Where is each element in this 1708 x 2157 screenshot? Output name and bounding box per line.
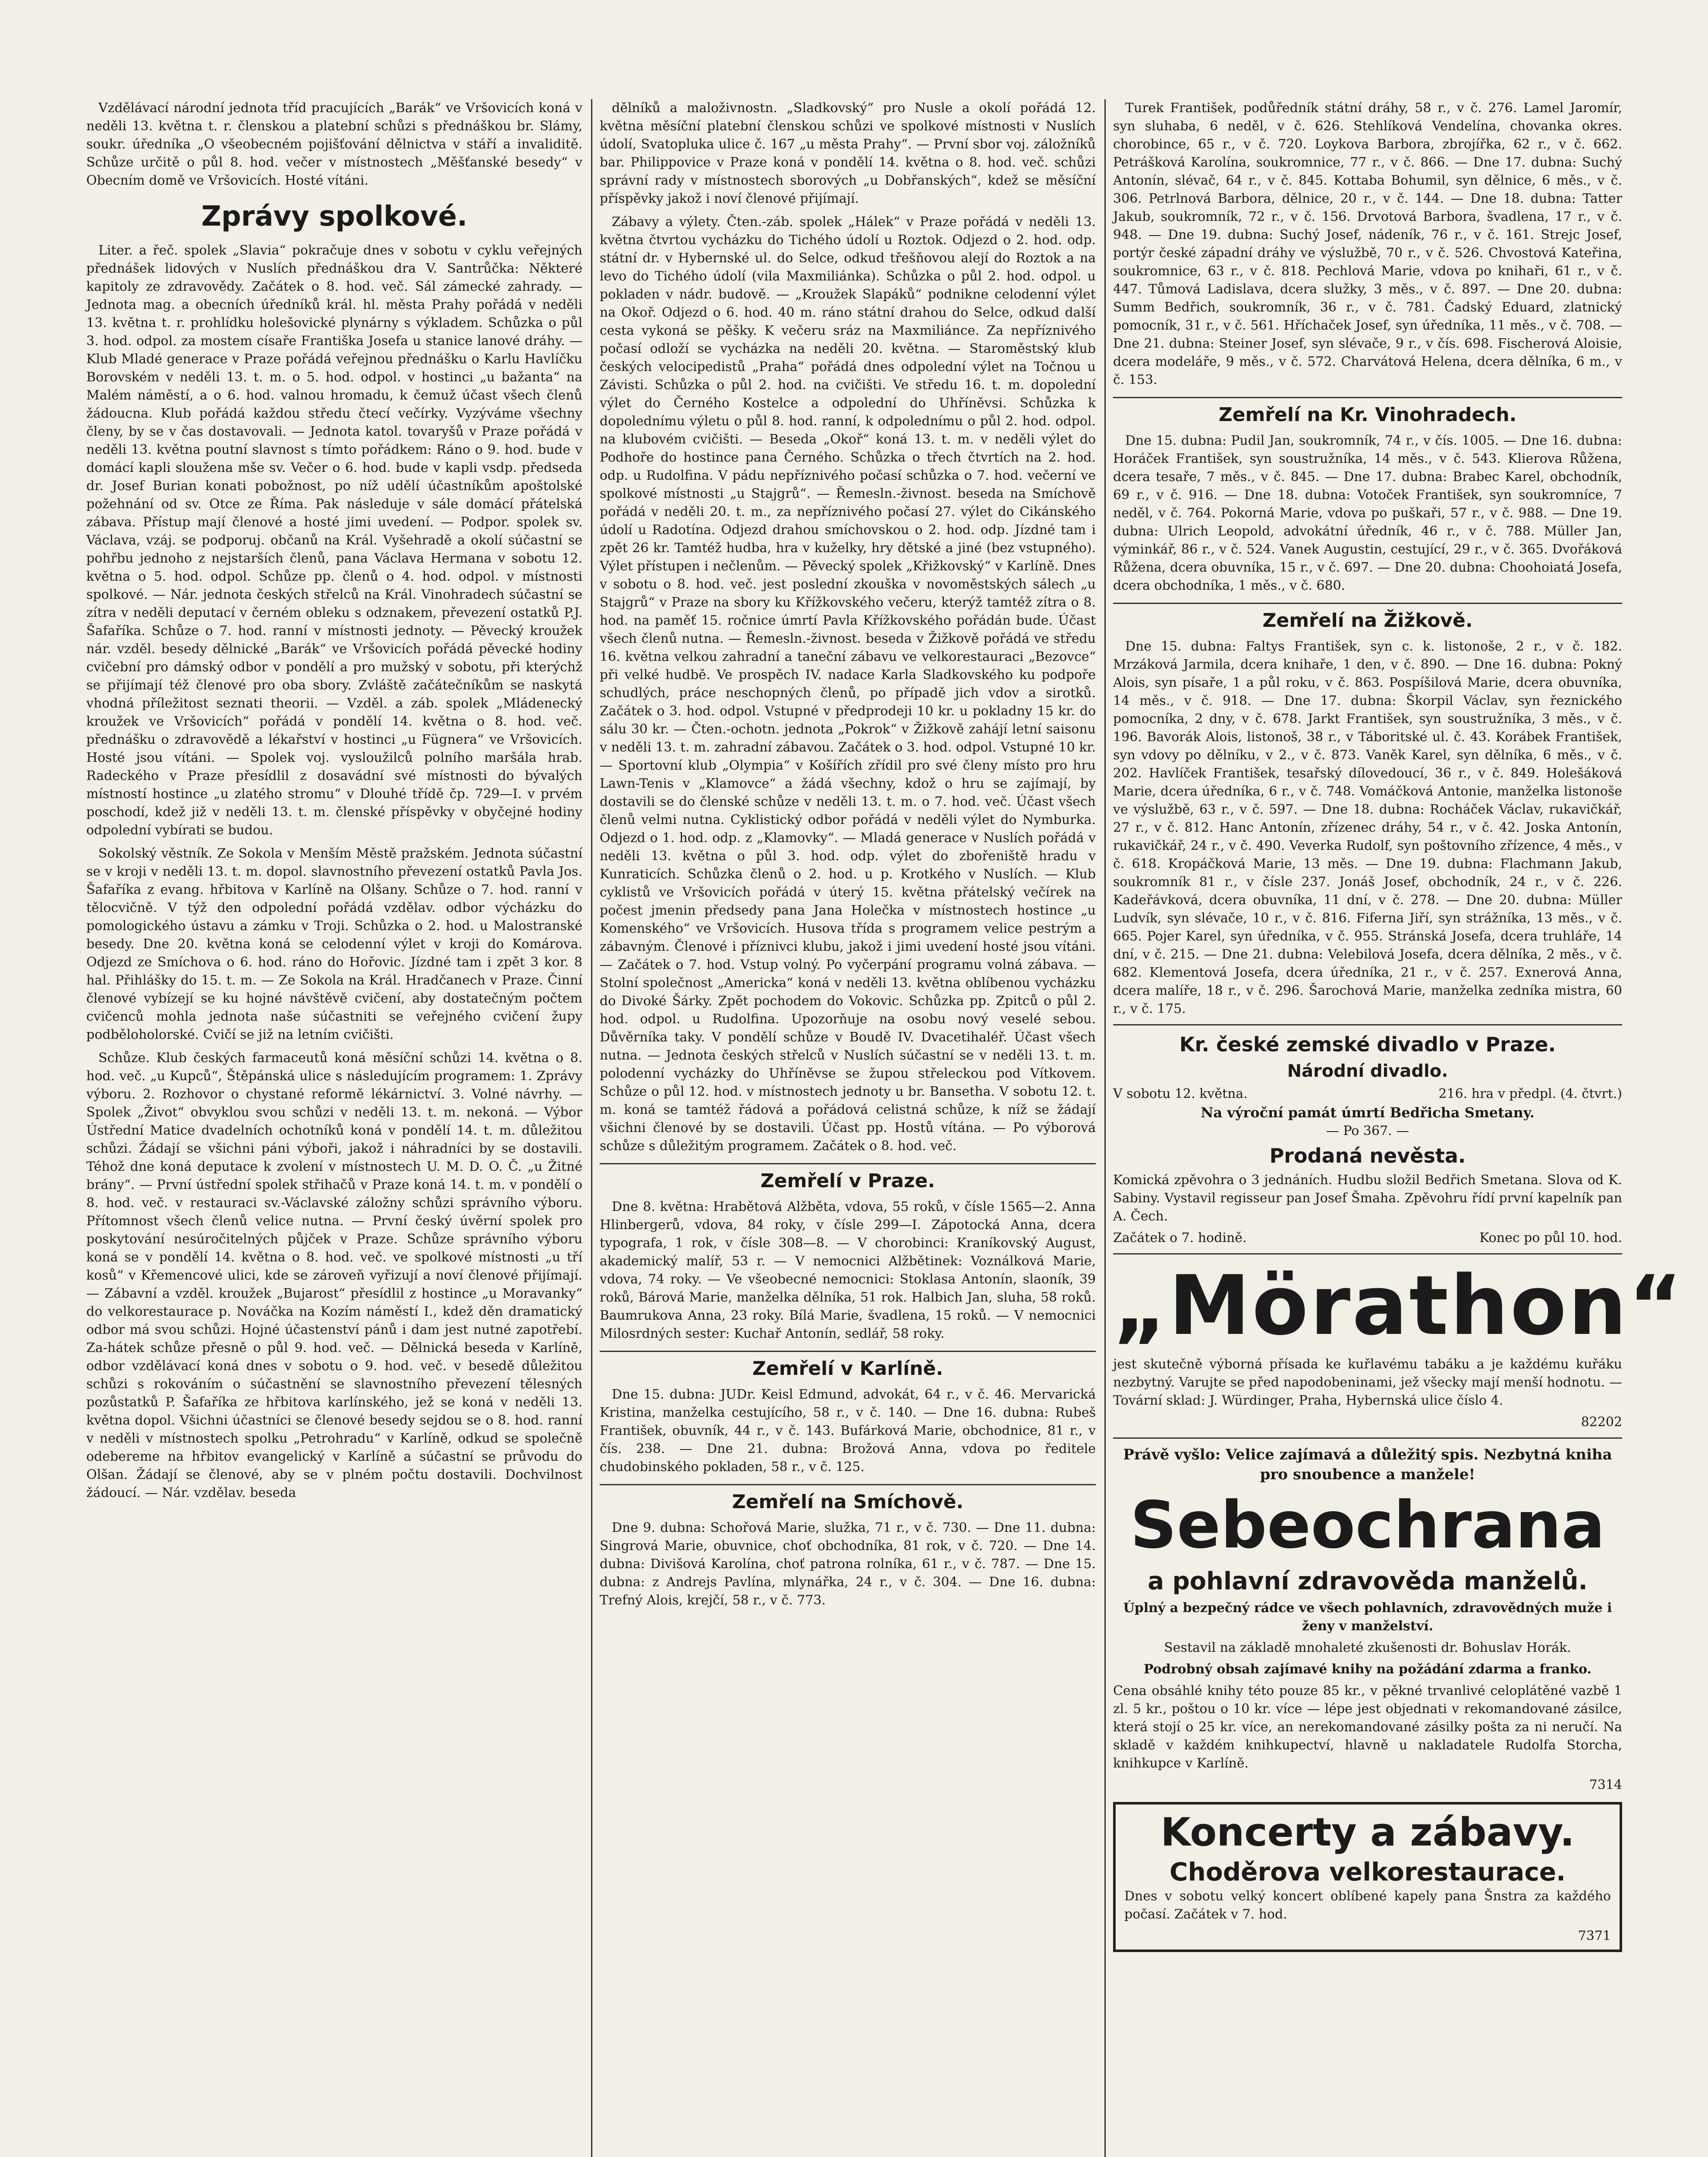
deaths-karlin-title: Zemřelí v Karlíně. xyxy=(600,1351,1096,1381)
column-rule xyxy=(1104,99,1106,2157)
book-desc-3: Podrobný obsah zajímavé knihy na požádání zdarma a franko. xyxy=(1143,1662,1592,1677)
deaths-prague: Dne 8. května: Hrabětová Alžběta, vdova, 55 roků, v čísle 1565—2. Anna Hlinbergerů, vdova, 84 roky, v čísle 299—I. Zápotocká Anna, dcera typografa, 1 rok, v čísle 308—8. — V chorobinci: Kraníkovský August, akademický malíř, 53 r. — V nemocnici Alžbětinek: Voználková Marie, vdova, 74 roky. — Ve všeobecné nemocnici: Stoklasa Antonín, slaoník, 39 roků, Bárová Marie, manželka dělníka, 51 rok. Halbich Jan, sluha, 58 roků. Baumrukova Anna, 23 roky. Bílá Marie, švadlena, 15 roků. — V nemocnici Milosrdných sester: Kuchař Antonín, sedlář, 58 roky. xyxy=(600,1199,1096,1341)
article-paragraph: Liter. a řeč. spolek „Slavia“ pokračuje dnes v sobotu v cyklu veřejných přednášek lidových v Nuslích přednáškou dra V. Santrůčka: Některé kapitoly ze zdravovědy. Začátek o 8. hod. več. Sál zámecké zahrady. — Jednota mag. a obecních úředníků král. hl. města Prahy pořádá v neděli 13. května t. r. prohlídku holešovické plynárny s výkladem. Schůzka o půl 3. hod. odpol. za mostem císaře Františka Josefa u stanice lanové dráhy. — Klub Mladé generace v Praze pořádá veřejnou přednášku o Karlu Havlíčku Borovském v neděli 13. t. m. o 5. hod. odpol. v hostinci „u bažanta“ na Malém náměstí, a o 6. hod. valnou hromadu, k čemuž účast všech členů žádoucna. Klub pořádá každou středu čtecí večírky. Vyzýváme všechny členy, by se v čas dostavovali. — Jednota katol. tovaryšů v Praze pořádá v neděli 13. května poutní slavnost s tímto pořádkem: Ráno o 9. hod. bude v domácí kapli sloužena mše sv. Večer o 6. hod. bude v kapli vsdp. předseda dr. Josef Burian konati pobožnost, po níž udělí účastníkům apoštolské požehnání od sv. Otce ze Říma. Pak následuje v sále domácí přátelská zábava. Přístup mají členové a hosté jimi uvedení. — Podpor. spolek sv. Václava, vzáj. se podporuj. občanů na Král. Vyšehradě a okolí súčastní se pohřbu jednoho z nejstarších členů, pana Václava Hermana v sobotu 12. května o 5. hod. odpol. Schůze pp. členů o 4. hod. odpol. v místnosti spolkové. — Nár. jednota českých střelců na Král. Vinohradech súčastní se zítra v neděli deputací v černém obleku s odznakem, převezení ostatků P.J. Šafaříka. Schůze o 7. hod. ranní v místnosti jednoty. — Pěvecký kroužek nár. vzděl. besedy dělnické „Barák“ ve Vršovicích pořádá pěvecké hodiny cvičební pro dámský odbor v pondělí a pro mužský v sobotu, při kterýchž se přijímají též členové pro oba sbory. Zvláště začátečníkům se naskytá vhodná příležitost seznati theorii. — Vzděl. a záb. spolek „Mládenecký kroužek ve Vršovicích“ pořádá v pondělí 14. května o 8. hod. več. přednášku o zdravovědě a lékařství v hostinci „u Fügnera“ ve Vršovicích. Hosté jsou vítáni. — Spolek voj. vysloužilců polního maršála hrab. Radeckého v Praze přesídlil z dosavádní své místnosti do bývalých místností hostince „u zlatého stromu“ v Dlouhé třídě čp. 729—I. v prvém poschodí, kdež již v neděli 13. t. m. členské příspěvky v obyčejné hodiny odpolední vybírati se budou. xyxy=(86,243,582,838)
deaths-prague-title: Zemřelí v Praze. xyxy=(600,1163,1096,1194)
section-title: Zprávy spolkové. xyxy=(201,201,468,233)
column-2 xyxy=(600,99,1096,2157)
theatre-notice xyxy=(1113,1031,1622,1247)
theatre-date: V sobotu 12. května. xyxy=(1113,1086,1248,1101)
book-desc-1: Úplný a bezpečný rádce ve všech pohlavních, zdravovědných muže i ženy v manželství. xyxy=(1123,1600,1612,1634)
concert-title: Koncerty a zábavy. xyxy=(1161,1810,1575,1855)
book-desc-4: Cena obsáhlé knihy této pouze 85 kr., v pěkné trvanlivé celoplátěné vazbě 1 zl. 5 kr., poštou o 10 kr. více — lépe jest objednati v rekomandované zásilce, která stojí o 25 kr. více, an nerekomandované zásilky pošta za ni neručí. Na skladě v každém knihkupectví, hlavně u nakladatele Rudolfa Storcha, knihkupce v Karlíně. xyxy=(1113,1683,1622,1771)
marathon-ad xyxy=(1113,1258,1684,1431)
article-paragraph: dělníků a maloživnostn. „Sladkovský“ pro Nusle a okolí pořádá 12. května měsíční platební členskou schůzi ve spolkové místnosti v Nuslích údolí, Svatopluka ulice č. 167 „u města Prahy“. — První sbor voj. záložníků bar. Philippovice v Praze koná v pondělí 14. května o 8. hod. več. schůzi správní rady v místnostech sborových „u Dobřanských“, kdež se měsíční příspěvky jakož i noví členové přijímají. xyxy=(600,101,1096,206)
deaths-karlin: Dne 15. dubna: JUDr. Keisl Edmund, advokát, 64 r., v č. 46. Mervarická Kristina, manželka cestujícího, 58 r., v č. 140. — Dne 16. dubna: Rubeš František, obuvník, 44 r., v č. 143. Bufárková Marie, obchodnice, 81 r., v čís. 238. — Dne 21. dubna: Brožová Anna, vdova po ředitele chudobinského pokladen, 58 r., v č. 125. xyxy=(600,1387,1096,1475)
marathon-code: 82202 xyxy=(1581,1415,1622,1430)
theatre-title: Kr. české zemské divadlo v Praze. xyxy=(1179,1033,1556,1056)
book-ad xyxy=(1113,1445,1622,1794)
deaths-vinohrady: Dne 15. dubna: Pudil Jan, soukromník, 74 r., v čís. 1005. — Dne 16. dubna: Horáček František, syn soustružníka, 14 měs., v č. 543. Klierova Růžena, dcera tesaře, 7 měs., v č. 845. — Dne 17. dubna: Brabec Karel, obchodník, 69 r., v č. 916. — Dne 18. dubna: Votoček František, syn soukromníce, 7 neděl, v č. 764. Pokorná Marie, vdova po puškaři, 57 r., v č. 988. — Dne 19. dubna: Ulrich Leopold, advokátní úředník, 46 r., v č. 788. Müller Jan, výminkář, 86 r., v č. 524. Vanek Augustin, cestující, 29 r., v č. 365. Dvořáková Růžena, dcera obuvníka, 15 r., v č. 697. — Dne 20. dubna: Choohoiatá Josefa, dcera obchodníka, 1 měs., v č. 680. xyxy=(1113,433,1622,593)
column-rule xyxy=(591,99,592,2157)
opera-description: Komická zpěvohra o 3 jednáních. Hudbu složil Bedřich Smetana. Slova od K. Sabiny. Vystavil regisseur pan Josef Šmaha. Zpěvohru řídí první kapelník pan A. Čech. xyxy=(1113,1173,1622,1224)
book-code: 7314 xyxy=(1589,1777,1622,1792)
book-tagline: Právě vyšlo: Velice zajímavá a důležitý spis. Nezbytná kniha pro snoubence a manžele! xyxy=(1123,1446,1612,1483)
marathon-text: jest skutečně výborná přísada ke kuřlavému tabáku a je každému kuřáku nezbytný. Varujte se před napodobeninami, jež všecky mají menší hodnotu. — Tovární sklad: J. Würdinger, Praha, Hybernská ulice číslo 4. xyxy=(1113,1357,1622,1408)
theatre-date-row xyxy=(1113,1085,1622,1103)
theatre-memorial: Na výroční památ úmrtí Bedřicha Smetany. xyxy=(1201,1104,1535,1121)
opera-title: Prodaná nevěsta. xyxy=(1269,1144,1466,1167)
deaths-vinohrady-title: Zemřelí na Kr. Vinohradech. xyxy=(1113,397,1622,428)
theatre-subtitle: Národní divadlo. xyxy=(1287,1061,1448,1081)
theatre-performance: 216. hra v předpl. (4. čtvrt.) xyxy=(1438,1086,1622,1101)
book-desc-2: Sestavil na základě mnohaleté zkušenosti dr. Bohuslav Horák. xyxy=(1164,1640,1571,1655)
concert-code: 7371 xyxy=(1578,1928,1611,1943)
article-paragraph: Sokolský věstník. Ze Sokola v Menším Městě pražském. Jednota súčastní se v kroji v neděli 13. t. m. dopol. slavnostního převezení ostatků Pavla Jos. Šafaříka z evang. hřbitova v Karlíně na Olšany. Schůze o 7. hod. ranní v tělocvičně. V týž den odpolední pořádá vzdělav. odbor výcházku do pomologického ústavu a zámku v Troji. Schůzka o 2. hod. u Malostranské besedy. Dne 20. května koná se celodenní výlet v kroji do Komárova. Odjezd ze Smíchova o 6. hod. ráno do Hořovic. Jízdné tam i zpět 3 kor. 8 hal. Přihlášky do 15. t. m. — Ze Sokola na Král. Hradčanech v Praze. Činní členové vybízejí se ku hojné návštěvě cvičení, aby dostatečným počtem cvičenců mohla jednota naše súčastniti se veřejného cvičení župy podběloholorské. Cvičí se již na letním cvičišti. xyxy=(86,846,582,1042)
opera-start: Začátek o 7. hodině. xyxy=(1113,1230,1247,1245)
marathon-brand: „Mörathon“ xyxy=(1113,1258,1684,1353)
deaths-zizkov: Dne 15. dubna: Faltys František, syn c. k. listonoše, 2 r., v č. 182. Mrzáková Jarmila, dcera knihaře, 1 den, v č. 890. — Dne 16. dubna: Pokný Alois, syn písaře, 1 a půl roku, v č. 863. Pospíšilová Marie, dcera obuvníka, 14 měs., v č. 918. — Dne 17. dubna: Škorpil Václav, syn řeznického pomocníka, 2 dny, v č. 678. Jarkt František, syn soustružníka, 3 měs., v č. 196. Bavorák Alois, listonoš, 38 r., v Táboritské ul. č. 43. Korábek František, syn vdovy po dělníku, v 2., v č. 873. Vaněk Karel, syn dělníka, 6 měs., v č. 202. Havlíček František, tesařský dílovedoucí, 36 r., v č. 849. Holešáková Marie, dcera úředníka, 6 r., v č. 748. Vomáčková Antonie, manželka listonoše ve výslužbě, 63 r., v č. 597. — Dne 18. dubna: Rocháček Václav, rukavičkář, 27 r., v č. 812. Hanc Antonín, zřízenec dráhy, 54 r., v č. 42. Joska Antonín, rukavičkář, 24 r., v č. 490. Veverka Rudolf, syn poštovního zřízence, 4 měs., v č. 618. Kropáčková Marie, 13 měs. — Dne 19. dubna: Flachmann Jakub, soukromník 81 r., v čísle 237. Jonáš Josef, obchodník, 24 r., v č. 226. Kadeřávková, dcera obuvníka, 11 dní, v č. 278. — Dne 20. dubna: Müller Ludvík, syn slévače, 10 r., v č. 816. Fiferna Jiří, syn strážníka, 13 měs., v č. 665. Pojer Karel, syn úředníka, v č. 955. Stránská Josefa, dcera truhláře, 14 dní, v č. 215. — Dne 21. dubna: Velebilová Josefa, dcera dělníka, 2 měs., v č. 682. Klementová Josefa, dcera úředníka, 21 r., v č. 257. Exnerová Anna, dcera malíře, 18 r., v č. 296. Šarochová Marie, manželka zedníka mistra, 60 r., v č. 175. xyxy=(1113,639,1622,1016)
concert-description: Dnes v sobotu velký koncert oblíbené kapely pana Šnstra za každého počasí. Začátek v 7. hod. xyxy=(1124,1889,1611,1922)
article-paragraph: Schůze. Klub českých farmaceutů koná měsíční schůzi 14. května o 8. hod. več. „u Kupců“, Štěpánská ulice s následujícím programem: 1. Zprávy výboru. 2. Rozhovor o chystané reformě lékárnictví. 3. Volné návrhy. — Spolek „Život“ obvyklou svou schůzi v neděli 13. t. m. nekoná. — Výbor Ústřední Matice dvadelních ochotníků koná v pondělí 14. t. m. důležitou schůzi. Žádají se všichni páni výboři, jakož i náhradníci by se dostavili. Téhož dne koná deputace k zvolení v místnostech U. M. D. O. Č. „u Žitné brány“. — První ústřední spolek střihačů v Praze koná 14. t. m. v pondělí o 8. hod. več. v restauraci sv.-Václavské záložny schůzi správního výboru. Přítomnost všech členů velice nutna. — První český úvěrní spolek pro poskytování nesúročitelných půjček v Praze. Schůze správního výboru koná se v pondělí 14. května o 8. hod. več. ve spolkové místnosti „u tří kosů“ v Křemencové ulici, kde se zároveň vyřizují a noví členové přijímají. — Zábavní a vzděl. kroužek „Bujarost“ přesídlil z hostince „u Moravanky“ do velkorestaurace p. Nováčka na Kozím náměstí I., kdež děn dramatický odbor má svou schůzi. Hojné účastenství pánů i dam jest nutné zapotřebí. Za-hátek schůze přesně o půl 9. hod. več. — Dělnická beseda v Karlíně, odbor vzdělávací koná dnes v sobotu o 9. hod. več. v besedě důležitou schůzi s rokováním o súčastnění se slavnostního převezení tělesných pozůstatků P. Šafaříka ze hřbitova karlínského, jež se koná v neděli 13. května dopol. Všichni účastníci se členové besedy sejdou se o 8. hod. ranní v neděli v místnostech spolku „Petrohradu“ v Karlíně, odkud se společně odebereme na hřbitov evangelický v Karlíně a súčastní se průvodu do Olšan. Žádají se členové, aby se v plném počtu dostavili. Dochvilnost žádoucí. — Nár. vzdělav. beseda xyxy=(86,1050,582,1500)
book-subtitle: a pohlavní zdravověda manželů. xyxy=(1148,1567,1588,1595)
theatre-po: — Po 367. — xyxy=(1326,1123,1409,1138)
column-3 xyxy=(1113,99,1684,2157)
book-brand: Sebeochrana xyxy=(1130,1488,1605,1563)
column-1 xyxy=(86,99,582,2157)
deaths-smichov-title: Zemřelí na Smíchově. xyxy=(600,1484,1096,1515)
opera-end: Konec po půl 10. hod. xyxy=(1479,1230,1622,1245)
divider xyxy=(1113,1253,1622,1255)
newspaper-page xyxy=(86,99,1684,2157)
concert-ad xyxy=(1113,1802,1622,1952)
concert-subtitle: Choděrova velkorestaurace. xyxy=(1169,1857,1566,1887)
intro-notice: Vzdělávací národní jednota tříd pracujících „Barák“ ve Vršovicích koná v neděli 13. května t. r. členskou a platební schůzi s přednáškou br. Slámy, soukr. úředníka „O všeobecném pojišťování dělnictva v stáří a invaliditě. Schůze určitě o půl 8. hod. večer v místnostech „Měšťanské besedy“ v Obecním domě ve Vršovicích. Hosté vítáni. xyxy=(86,101,582,188)
deaths-zizkov-title: Zemřelí na Žižkově. xyxy=(1113,603,1622,633)
divider xyxy=(1113,1024,1622,1025)
deaths-list: Turek František, podůředník státní dráhy, 58 r., v č. 276. Lamel Jaromír, syn sluhaba, 6 neděl, v č. 626. Stehlíková Vendelína, chovanka okres. chorobince, 65 r., v č. 720. Loykova Barbora, zbrojířka, 62 r., v č. 662. Petrášková Karolína, soukromnice, 77 r., v č. 866. — Dne 17. dubna: Suchý Antonín, slévač, 64 r., v č. 845. Kottaba Bohumil, syn dělnice, 6 měs., v č. 306. Petrlnová Barbora, dělnice, 20 r., v č. 144. — Dne 18. dubna: Tatter Jakub, soukromník, 72 r., v č. 156. Drvotová Barbora, švadlena, 17 r., v č. 948. — Dne 19. dubna: Suchý Josef, nádeník, 76 r., v č. 161. Strejc Josef, portýr české západní dráhy ve výslužbě, 70 r., v č. 526. Chvostová Kateřina, soukromnice, 63 r., v č. 818. Pechlová Marie, vdova po knihaři, 61 r., v č. 447. Tůmová Ladislava, dcera služky, 3 měs., v č. 897. — Dne 20. dubna: Summ Bedřich, soukromník, 36 r., v č. 781. Čadský Eduard, zlatnický pomocník, 31 r., v č. 561. Hříchaček Josef, syn úředníka, 11 měs., v č. 708. — Dne 21. dubna: Steiner Josef, syn slévače, 9 r., v čís. 698. Fischerová Aloisie, dcera modeláře, 9 měs., v č. 572. Charvátová Helena, dcera dělníka, 6 m., v č. 153. xyxy=(1113,101,1622,387)
opera-times xyxy=(1113,1229,1622,1247)
divider xyxy=(1113,1437,1622,1439)
deaths-smichov: Dne 9. dubna: Schořová Marie, služka, 71 r., v č. 730. — Dne 11. dubna: Singrová Marie, obuvnice, choť obchodníka, 81 rok, v č. 720. — Dne 14. dubna: Divišová Karolína, choť patrona rolníka, 61 r., v č. 787. — Dne 15. dubna: z Andrejs Pavlína, mlynářka, 24 r., v č. 304. — Dne 16. dubna: Trefný Alois, krejčí, 58 r., v č. 773. xyxy=(600,1520,1096,1608)
article-paragraph: Zábavy a výlety. Čten.-záb. spolek „Hálek“ v Praze pořádá v neděli 13. května čtvrtou vycházku do Tichého údolí u Roztok. Odjezd o 2. hod. odp. státní dr. v Hybernské ul. do Selce, odkud třešňovou alejí do Roztok a na levo do Tichého údolí (vila Maxmiliánka). Schůzka o půl 2. hod. odpol. u pokladen v nádr. budově. — „Kroužek Slapáků“ podnikne celodenní výlet na Okoř. Odjezd o 6. hod. 40 m. ráno státní drahou do Selce, odkud další cesta vykoná se pěšky. K večeru sráz na Maxmiliánce. Za nepříznivého počasí odloží se vycházka na neděli 20. května. — Staroměstský klub českých velocipedistů „Praha“ pořádá dnes odpolední výlet na Točnou u Závisti. Schůzka o půl 2. hod. na cvičišti. Ve středu 16. t. m. dopolední výlet do Černého Kostelce a odpolední do Uhříněvsi. Schůzka k dopolednímu výletu o půl 8. hod. ranní, k odpolednímu o půl 2. hod. odpol. na klubovém cvičišti. — Beseda „Okoř“ koná 13. t. m. v neděli výlet do Podhoře do hostince pana Černého. Schůzka o třech čtvrtích na 2. hod. odp. u Rudolfina. V pádu nepříznivého počasí schůzka o 7. hod. večerní ve spolkové místnosti „u Stajgrů“. — Řemesln.-živnost. beseda na Smíchově pořádá v neděli 20. t. m., za nepříznivého počasí 27. výlet do Cikánského údolí u Radotína. Odjezd drahou smíchovskou o 2. hod. odp. Jízdné tam i zpět 26 kr. Tamtéž hudba, hra v kuželky, hry dětské a jiné (bez vstupného). Výlet přístupen i nečlenům. — Pěvecký spolek „Křižkovský“ v Karlíně. Dnes v sobotu o 8. hod. več. jest poslední zkouška v novoměstských sálech „u Stajgrů“ v Praze na sbory ku Křížkovského večeru, kterýž tamtéž zítra o 8. hod. na paměť 15. ročnice úmrtí Pavla Křížkovského pořádán bude. Účast všech členů nutna. — Řemesln.-živnost. beseda v Žižkově pořádá ve středu 16. května velkou zahradní a taneční zábavu ve velkorestauraci „Bezovce“ při velké hudbě. Ve prospěch IV. nadace Karla Sladkovského ku podpoře schudlých, práce neschopných členů, po případě jich vdov a sirotků. Začátek o 3. hod. odpol. Vstupné v předprodeji 10 kr. u pokladny 15 kr. do sálu 30 kr. — Čten.-ochotn. jednota „Pokrok“ v Žižkově zahájí letní saisonu v neděli 13. t. m. zahradní zábavou. Začátek o 3. hod. odpol. Vstupné 10 kr. — Sportovní klub „Olympia“ v Košířích zřídil pro své členy místo pro hru Lawn-Tenis v „Klamovce“ a žádá všechny, kdož o hru se zajímají, by dostavili se do členské schůze v neděli 13. t. m. o 7. hod. več. Účast všech členů velmi nutna. Cyklistický odbor pořádá v neděli výlet do Nymburka. Odjezd o 1. hod. odp. z „Klamovky“. — Mladá generace v Nuslích pořádá v neděli 13. května o půl 3. hod. odp. výlet do zbořeniště hradu v Kunraticích. Schůzka členů o 2. hod. u p. Krotkého v Nuslích. — Klub cyklistů ve Vršovicích pořádá v úterý 15. května přátelský večírek na počest jmenin předsedy pana Jana Holečka v místnostech hostince „u Komenského“ ve Vršovicích. Husova třída s programem velice pestrým a zábavným. Členové i příznivci klubu, jakož i jimi uvedení hosté jsou vítáni. — Začátek o 7. hod. Vstup volný. Po vyčerpání programu volná zábava. — Stolní společnost „Americka“ koná v neděli 13. května oblíbenou vycházku do Divoké Šárky. Zpět pochodem do Vokovic. Schůzka pp. Zpitců o půl 2. hod. odpol. u Rudolfina. Upozorňuje na osobu nový veselé sebou. Důvěrníka taky. V pondělí schůze v Boudě IV. Dvacetihaléř. Účast všech nutna. — Jednota českých střelců v Nuslích súčastní se v neděli 13. t. m. polodenní vycházky do Uhříněvse se župou střeleckou pod Vítkovem. Schůze o půl 12. hod. v místnostech jednoty u br. Bansetha. V sobotu 12. t. m. koná se tamtéž řádová a pořádová celistná schůze, k níž se žádají všichni členové by se dostavili. Účast pp. Hostů vítána. — Po výborová schůze s důležitým programem. Začátek o 8. hod. več. xyxy=(600,214,1096,1154)
